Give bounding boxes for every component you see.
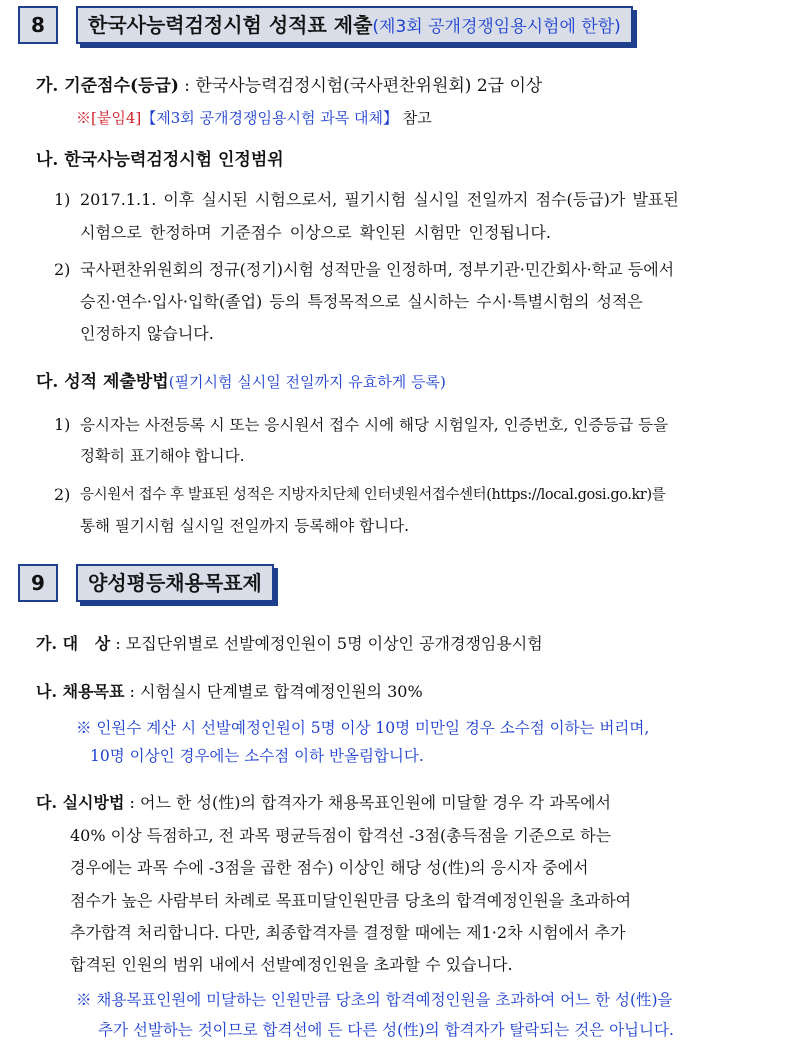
method-label: 다. 실시방법 — [36, 793, 125, 812]
section-title — [76, 6, 633, 44]
item-text: 통해 필기시험 실시일 전일까지 등록해야 합니다. — [80, 517, 410, 535]
item-number: 2) — [54, 260, 71, 279]
section-title — [76, 564, 274, 602]
criteria-text: : 한국사능력검정시험(국사편찬위원회) 2급 이상 — [178, 76, 543, 96]
target-line — [36, 634, 543, 654]
item-text: 응시원서 접수 후 발표된 성적은 지방자치단체 인터넷원서접수센터(https://local.gosi.go.kr)를 — [80, 487, 666, 503]
method-line — [36, 793, 611, 813]
method-text: : 어느 한 성(性)의 합격자가 채용목표인원에 미달할 경우 각 과목에서 — [124, 793, 612, 812]
method-text: 합격된 인원의 범위 내에서 선발예정인원을 초과할 수 있습니다. — [70, 955, 513, 974]
note-tail: 참고 — [397, 109, 432, 127]
submission-heading-sub: (필기시험 실시일 전일까지 유효하게 등록) — [168, 373, 446, 391]
recognition-heading: 나. 한국사능력검정시험 인정범위 — [36, 150, 284, 170]
item-text: 정확히 표기해야 합니다. — [80, 447, 245, 465]
item-text: 응시자는 사전등록 시 또는 응시원서 접수 시에 해당 시험일자, 인증번호, 인증등급 등을 — [80, 416, 669, 434]
goal-note: ※ 인원수 계산 시 선발예정인원이 5명 이상 10명 미만일 경우 소수점 이하는 버리며, — [76, 719, 650, 737]
reference-note — [76, 108, 432, 128]
note-red-text: [붙임4] — [91, 109, 142, 127]
section-title-subtext: (제3회 공개경쟁임용시험에 한함) — [372, 17, 621, 37]
item-text: 승진·연수·입사·입학(졸업) 등의 특정목적으로 실시하는 수시·특별시험의 성적은 — [80, 292, 643, 311]
note-mark: ※ — [76, 109, 92, 127]
item-text: 국사편찬위원회의 정규(정기)시험 성적만을 인정하며, 정부기관·민간회사·학교 등에서 — [80, 260, 675, 279]
goal-line — [36, 682, 423, 702]
item-number: 2) — [54, 485, 71, 504]
submission-heading-text: 다. 성적 제출방법 — [36, 372, 169, 392]
item-text: 인정하지 않습니다. — [80, 324, 214, 343]
section-title-text: 한국사능력검정시험 성적표 제출 — [88, 13, 373, 37]
method-note: 추가 선발하는 것이므로 합격선에 든 다른 성(性)의 합격자가 탈락되는 것은 아닙니다. — [98, 1021, 674, 1039]
section-number: 9 — [18, 564, 58, 602]
method-text: 점수가 높은 사람부터 차례로 목표미달인원만큼 당초의 합격예정인원을 초과하여 — [70, 891, 632, 910]
note-blue-text: 【제3회 공개경쟁임용시험 과목 대체】 — [141, 109, 398, 127]
section-title-text: 양성평등채용목표제 — [88, 571, 262, 595]
criteria-line — [36, 76, 542, 96]
item-number: 1) — [54, 415, 71, 434]
method-note: ※ 채용목표인원에 미달하는 인원만큼 당초의 합격예정인원을 초과하여 어느 한 성(性)을 — [76, 991, 673, 1009]
goal-note: 10명 이상인 경우에는 소수점 이하 반올림합니다. — [90, 747, 424, 765]
target-label: 가. 대 상 — [36, 634, 111, 653]
method-text: 40% 이상 득점하고, 전 과목 평균득점이 합격선 -3점(총득점을 기준으로 하는 — [70, 826, 612, 845]
section-number: 8 — [18, 6, 58, 44]
item-text: 2017.1.1. 이후 실시된 시험으로서, 필기시험 실시일 전일까지 점수(등급)가 발표된 — [80, 190, 679, 209]
target-text: : 모집단위별로 선발예정인원이 5명 이상인 공개경쟁임용시험 — [110, 634, 543, 653]
criteria-label: 가. 기준점수(등급) — [36, 76, 179, 96]
item-number: 1) — [54, 190, 71, 209]
submission-heading — [36, 372, 446, 392]
method-text: 추가합격 처리합니다. 다만, 최종합격자를 결정할 때에는 제1·2차 시험에서 추가 — [70, 923, 626, 942]
method-text: 경우에는 과목 수에 -3점을 곱한 점수) 이상인 해당 성(性)의 응시자 중에서 — [70, 858, 589, 877]
item-text: 시험으로 한정하며 기준점수 이상으로 확인된 시험만 인정됩니다. — [80, 223, 551, 242]
goal-label: 나. 채용목표 — [36, 682, 125, 701]
goal-text: : 시험실시 단계별로 합격예정인원의 30% — [124, 682, 423, 701]
